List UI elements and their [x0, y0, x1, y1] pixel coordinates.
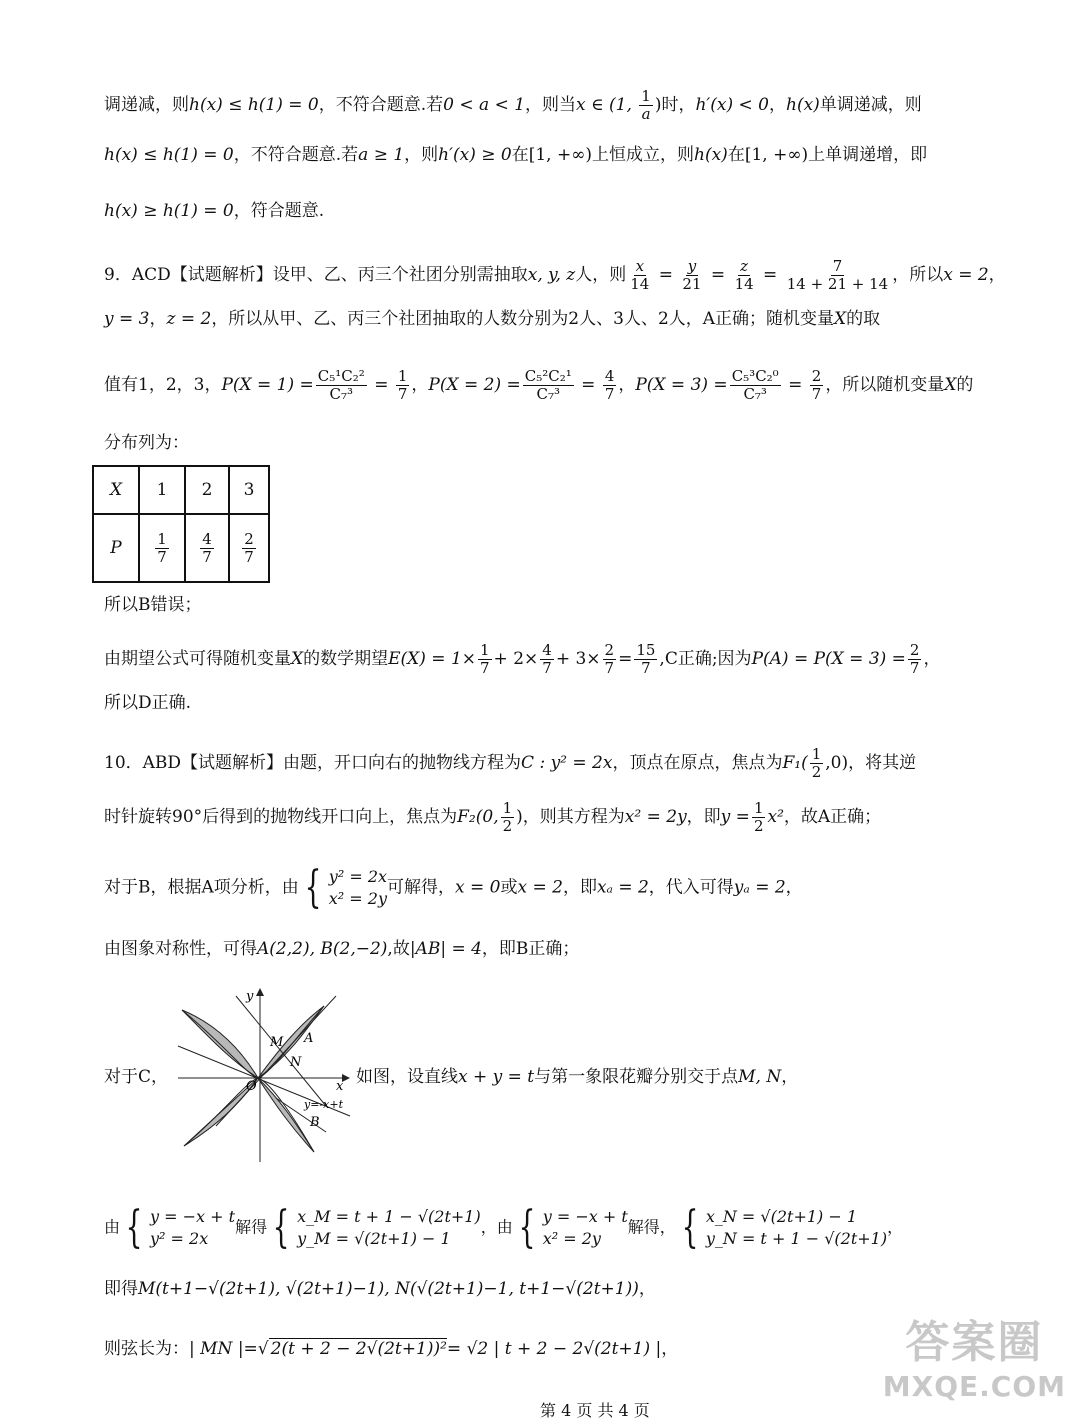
table-cell: X	[93, 466, 139, 514]
text-segment: ，代入可得	[648, 877, 734, 898]
math-expr: + 2×	[493, 649, 539, 669]
table-cell: P	[93, 514, 139, 582]
fraction: $\frac{2}{7}$	[604, 641, 615, 677]
text-segment: ，符合题意.	[233, 201, 325, 221]
math-expr: x = 2	[943, 265, 989, 285]
page-footer: 第 4 页 共 4 页	[540, 1401, 650, 1420]
text-segment: 的数学期望	[303, 649, 389, 669]
text-segment: 的	[956, 375, 974, 395]
text-segment: ，故A正确；	[783, 807, 882, 827]
math-expr: X	[834, 309, 847, 329]
fraction: $\frac{1}{7}$	[397, 367, 408, 403]
text-segment: 与第一象限花瓣分别交于点	[534, 1067, 739, 1087]
point-m-label: M	[270, 1035, 284, 1050]
table-row	[93, 466, 269, 514]
text-segment: 由期望公式可得随机变量	[104, 649, 291, 669]
math-expr: M(t+1−√(2t+1), √(2t+1)−1), N(√(2t+1)−1, t+1−√(2t+1))	[138, 1279, 639, 1299]
text-segment: ,故	[387, 939, 410, 959]
text-segment: 在	[727, 145, 745, 165]
petal-lower-right	[258, 1078, 314, 1152]
fraction: $\frac{z}{14}$	[734, 257, 754, 293]
text-segment: ，	[638, 1279, 656, 1299]
text-segment: ，	[785, 877, 803, 898]
point-n-label: N	[290, 1055, 302, 1070]
text-segment: ,C正确;因为	[659, 649, 752, 669]
text-segment: 10．ABD【试题解析】由题，开口向右的抛物线方程为	[104, 753, 522, 773]
equation-system: { x_M = t + 1 − √(2t+1) y_M = √(2t+1) − 1	[272, 1202, 481, 1253]
math-expr: | MN |=	[189, 1339, 258, 1359]
text-segment: 由图象对称性，可得	[104, 939, 257, 959]
fraction: $\frac{x}{14}$	[630, 257, 650, 293]
text-line-3	[104, 200, 324, 222]
text-line-13	[104, 862, 803, 913]
fraction: $\frac{1}{2}$	[753, 799, 764, 835]
fraction: $\frac{1}{a}$	[641, 87, 651, 123]
math-expr: h′(x) ≥ 0	[438, 145, 512, 165]
text-segment: 所以B错误；	[104, 595, 202, 615]
text-segment: 在	[511, 145, 529, 165]
math-expr: [1, +∞)	[528, 145, 592, 165]
table-cell: 3	[229, 466, 269, 514]
text-segment: ，即	[686, 807, 721, 827]
text-line-15	[104, 1066, 168, 1088]
math-expr: h(x)	[786, 95, 820, 115]
math-expr: x = 2	[517, 877, 563, 898]
origin-label: O	[246, 1079, 257, 1094]
fraction: $\frac{\text{C₅³C₂⁰}}{\text{C₇³}}$	[731, 367, 779, 403]
math-expr: x = 0	[455, 877, 501, 898]
watermark-url: MXQE.COM	[882, 1370, 1066, 1403]
table-row	[93, 514, 269, 582]
text-segment: ，所以从甲、乙、丙三个社团抽取的人数分别为2人、3人、2人，A正确；随机变量	[211, 309, 835, 329]
math-expr: xₐ = 2	[596, 877, 649, 898]
text-segment: ，	[618, 375, 636, 395]
math-expr: h(x) ≤ h(1) = 0	[104, 145, 234, 165]
text-line-11	[104, 746, 916, 781]
text-segment: 分布列为：	[104, 433, 189, 453]
text-segment: ，则	[404, 145, 439, 165]
math-expr: F₁(	[782, 753, 808, 773]
equation-system: { y = −x + t y² = 2x	[125, 1202, 236, 1253]
text-segment: 值有1，2，3，	[104, 375, 222, 395]
text-line-12	[104, 800, 881, 835]
y-axis-arrow	[256, 988, 264, 996]
text-segment: ，	[149, 309, 167, 329]
text-segment: 单调递减，则	[819, 95, 922, 115]
equation-system: { y = −x + t x² = 2y	[518, 1202, 628, 1253]
text-segment: ，不符合题意.若	[318, 95, 444, 115]
text-segment: 即得	[104, 1279, 138, 1299]
distribution-table	[92, 465, 270, 583]
text-segment: 上单调递增，即	[808, 145, 928, 165]
math-expr: yₐ = 2	[733, 877, 786, 898]
text-line-8	[104, 594, 202, 616]
table-cell: 2	[185, 466, 229, 514]
fraction: $\frac{1}{7}$	[157, 529, 167, 566]
text-segment: 如图，设直线	[356, 1067, 458, 1087]
math-expr: x + y = t	[458, 1067, 535, 1087]
text-segment: 调递减，则	[104, 95, 189, 115]
text-segment: ，	[887, 1217, 904, 1237]
equation-system: { x_N = √(2t+1) − 1 y_N = t + 1 − √(2t+1)	[681, 1202, 888, 1253]
equation-system: { y² = 2x x² = 2y	[304, 862, 388, 913]
text-line-16	[104, 1202, 904, 1253]
text-segment: ，	[769, 95, 786, 115]
math-expr: h(x)	[694, 145, 728, 165]
text-segment: 或	[500, 877, 518, 898]
watermark-logo	[883, 1306, 1066, 1403]
fraction: $\frac{1}{2}$	[502, 799, 513, 835]
text-line-17	[104, 1278, 656, 1300]
math-expr: M, N	[738, 1067, 782, 1087]
math-expr: y = 3	[104, 309, 150, 329]
text-segment: 解得，	[627, 1217, 676, 1237]
fraction: $\frac{4}{7}$	[202, 529, 212, 566]
math-expr: = √2 | t + 2 − 2√(2t+1) |	[446, 1339, 662, 1359]
math-expr: h′(x) < 0	[695, 95, 769, 115]
math-expr: 0 < a < 1	[443, 95, 526, 115]
math-expr: 2(t + 2 − 2√(2t+1))²	[270, 1339, 447, 1359]
text-segment: ，由	[480, 1217, 513, 1237]
fraction: $\frac{\text{C₅²C₂¹}}{\text{C₇³}}$	[524, 367, 572, 403]
table-cell	[185, 514, 229, 582]
watermark-text: 答案圈	[905, 1317, 1044, 1368]
math-expr: y =	[720, 807, 750, 827]
text-line-15b	[356, 1066, 798, 1088]
text-segment: ，所以	[892, 265, 944, 285]
text-line-14	[104, 938, 579, 960]
text-line-9	[104, 642, 940, 677]
text-segment: ，顶点在原点，焦点为	[612, 753, 783, 773]
math-expr: x, y, z	[527, 265, 576, 285]
text-line-18: 则弦长为：| MN |=√ 2(t + 2 − 2√(2t+1))²= √2 | t + 2 − 2√(2t+1) |，	[104, 1339, 679, 1359]
math-expr: P(X = 3) =	[635, 375, 728, 395]
text-segment: ，将其逆	[848, 753, 917, 773]
text-segment: ，所以随机变量	[825, 375, 945, 395]
table-cell	[139, 514, 185, 582]
text-segment: )时，	[654, 95, 696, 115]
math-expr: x ∈ (1,	[576, 95, 638, 115]
fraction: $\frac{2}{7}$	[909, 641, 920, 677]
text-segment: ，	[988, 265, 1006, 285]
math-expr: x²	[767, 807, 784, 827]
point-a-label: A	[304, 1031, 314, 1046]
point-b-label: B	[310, 1115, 320, 1130]
math-expr: C : y² = 2x	[521, 753, 613, 773]
math-expr: F₂(0,	[457, 807, 499, 827]
fraction: $\frac{\text{C₅¹C₂²}}{\text{C₇³}}$	[317, 367, 365, 403]
text-segment: 解得	[235, 1217, 268, 1237]
fraction: $\frac{2}{7}$	[244, 529, 254, 566]
table-cell: 1	[139, 466, 185, 514]
text-segment: 时针旋转90°后得到的抛物线开口向上，焦点为	[104, 807, 458, 827]
math-expr: [1, +∞)	[744, 145, 809, 165]
fraction: $\frac{4}{7}$	[604, 367, 615, 403]
fraction: $\frac{1}{7}$	[480, 641, 490, 677]
text-line-6: 值有1，2，3，P(X = 1) = $\frac{\text{C₅¹C₂²}}{\text{C₇³}}$ = $\frac{1}{7}$ ，P(X = 2) = $\frac{\text{C₅²C₂¹}}{\text{C₇³}}$ = $\frac{4}{7}$ ，P(X = 3) = $\frac{\text{C₅³C₂⁰}}{\text{C₇³}}$ = $\frac{2}{7}$ ，所以随机变量X的	[104, 367, 974, 403]
fraction: $\frac{y}{21}$	[682, 257, 702, 293]
x-axis-label: x	[336, 1079, 344, 1094]
math-expr: P(A) = P(X = 3) =	[751, 649, 906, 669]
text-segment: ，	[661, 1339, 679, 1359]
math-expr: X	[291, 649, 304, 669]
text-segment: ，不符合题意.若	[233, 145, 359, 165]
y-axis-label: y	[246, 989, 254, 1004]
petal-figure	[176, 986, 352, 1166]
text-segment: ，即	[562, 877, 597, 898]
text-segment: 对于B，根据A项分析，由	[104, 877, 299, 898]
text-segment: 可解得，	[387, 877, 456, 898]
fraction: $\frac{2}{7}$	[811, 367, 822, 403]
math-expr: X	[944, 375, 957, 395]
math-expr: + 3×	[555, 649, 601, 669]
text-segment: ，即B正确；	[481, 939, 580, 959]
text-segment: 由	[104, 1217, 121, 1237]
math-expr: ,0)	[825, 753, 849, 773]
math-expr: a ≥ 1	[358, 145, 405, 165]
math-expr: P(X = 2) =	[428, 375, 521, 395]
math-expr: h(x) ≤ h(1) = 0	[189, 95, 319, 115]
text-segment: 对于C，	[104, 1067, 169, 1087]
text-segment: ，则当	[525, 95, 577, 115]
math-expr: h(x) ≥ h(1) = 0	[104, 201, 234, 221]
text-segment: ，	[411, 375, 429, 395]
text-segment: 上恒成立，则	[592, 145, 694, 165]
math-expr: P(X = 1) =	[221, 375, 314, 395]
text-segment: ，	[923, 649, 941, 669]
text-line-1	[104, 88, 922, 123]
text-line-2	[104, 144, 927, 166]
math-expr: z = 2	[166, 309, 212, 329]
text-line-4: 9．ACD【试题解析】设甲、乙、丙三个社团分别需抽取x, y, z人，则 $\frac{x}{14}$ = $\frac{y}{21}$ = $\frac{z}{14}$ = $\frac{7}{14 + 21 + 14}$ ，所以x = 2，	[104, 257, 1006, 293]
fraction: $\frac{7}{14 + 21 + 14}$	[786, 257, 889, 293]
table-cell	[229, 514, 269, 582]
text-segment: 9．ACD【试题解析】设甲、乙、丙三个社团分别需抽取	[104, 265, 528, 285]
text-segment: ，	[781, 1067, 799, 1087]
math-expr: x² = 2y	[624, 807, 687, 827]
text-line-7	[104, 432, 189, 454]
math-expr: =	[618, 649, 633, 669]
text-segment: 所以D正确.	[104, 693, 192, 713]
math-expr: A(2,2), B(2,−2)	[257, 939, 388, 959]
text-segment: ，则其方程为	[522, 807, 625, 827]
fraction: $\frac{4}{7}$	[542, 641, 552, 677]
math-expr: )	[516, 807, 523, 827]
text-segment: 的取	[846, 309, 881, 329]
fraction: $\frac{1}{2}$	[811, 745, 822, 781]
fraction: $\frac{15}{7}$	[636, 641, 656, 677]
text-line-5	[104, 308, 880, 330]
text-line-10	[104, 692, 191, 714]
line-equation-label: y=-x+t	[304, 1098, 343, 1111]
math-expr: E(X) = 1×	[388, 649, 476, 669]
text-segment: 人，则	[575, 265, 627, 285]
text-segment: 则弦长为：	[104, 1339, 189, 1359]
math-expr: |AB| = 4	[409, 939, 482, 959]
